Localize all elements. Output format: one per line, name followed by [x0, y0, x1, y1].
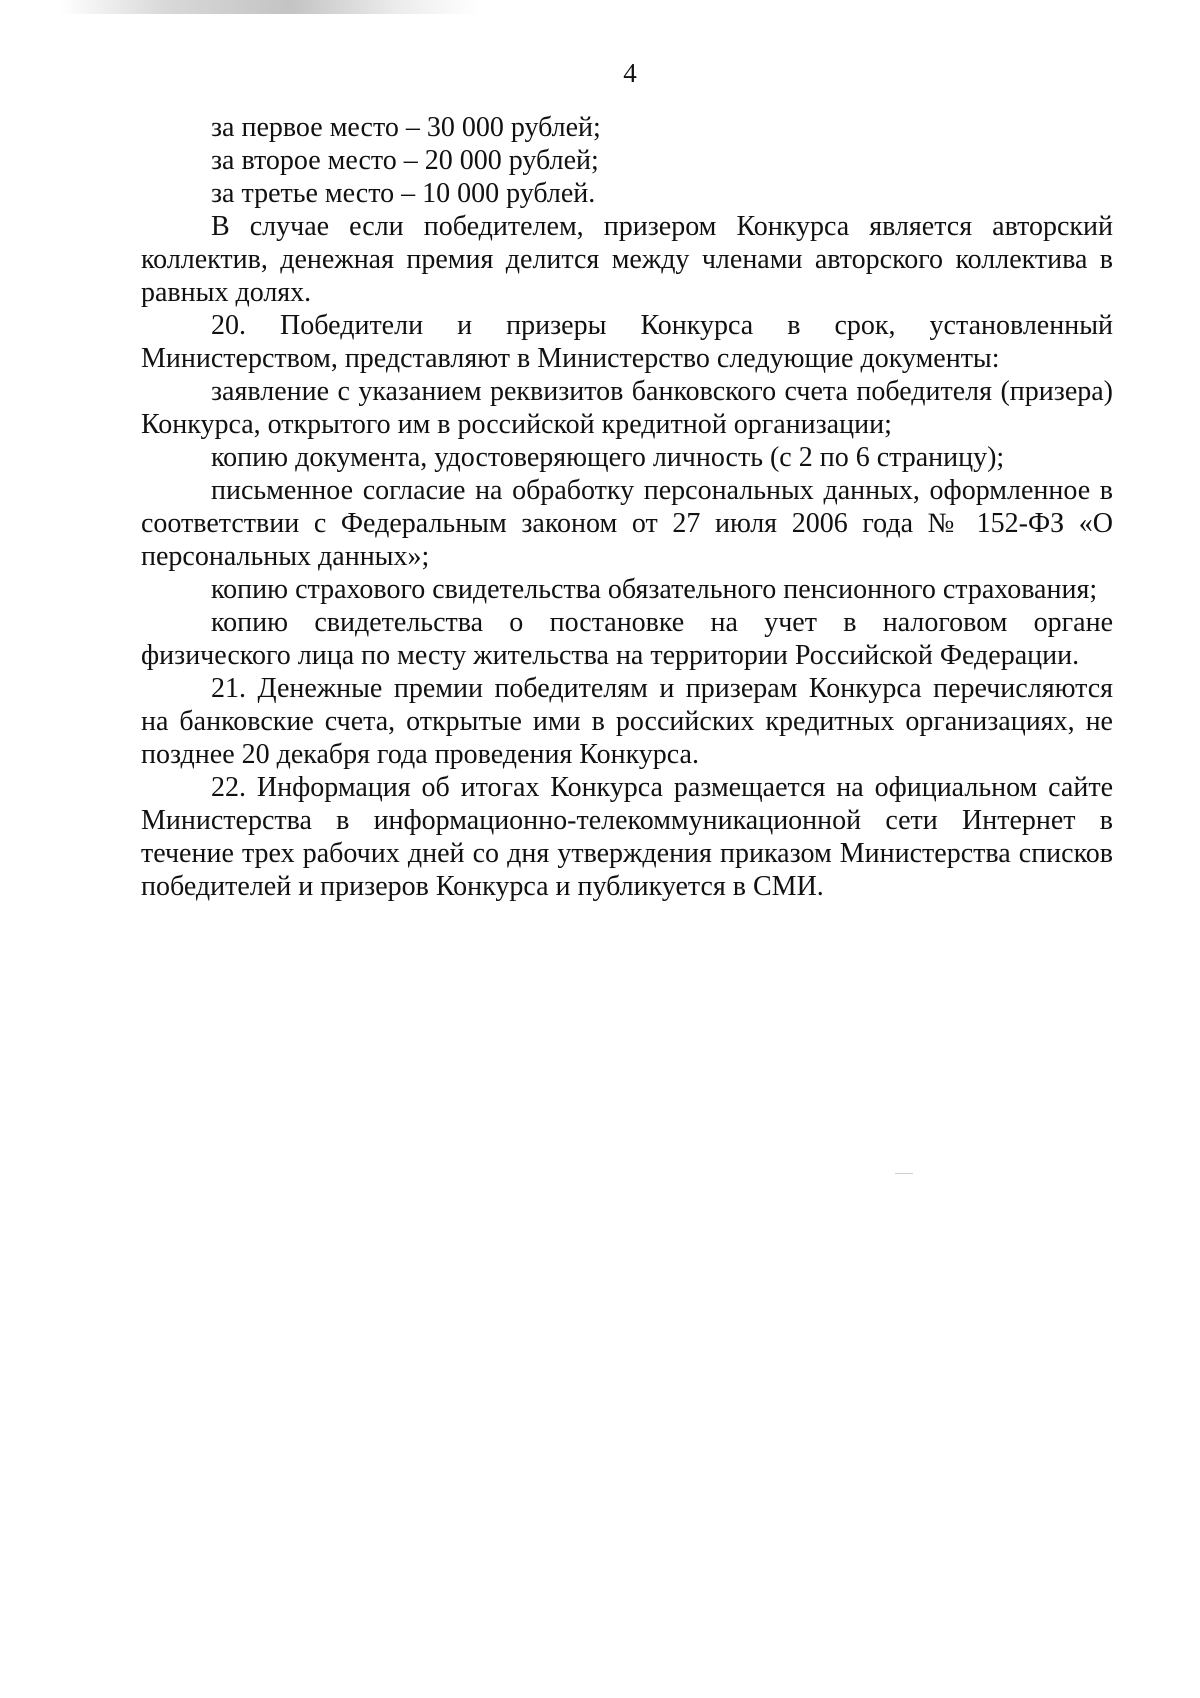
document-item-pension-insurance: копию страхового свидетельства обязательного пенсионного страхования;	[211, 574, 1098, 605]
document-item-personal-data-consent: письменное согласие на обработку персональных данных, оформленное в соответствии с Федеральным законом от 27 июля 2006 года № 152-ФЗ «О персональных данных»;	[141, 475, 1113, 572]
paragraph-21-payment: 21. Денежные премии победителям и призерам Конкурса перечисляются на банковские счета, открытые ими в российских кредитных организациях, не позднее 20 декабря года проведения Конкурса.	[141, 673, 1113, 770]
page-number: 4	[623, 58, 637, 88]
prize-second-place: за второе место – 20 000 рублей;	[211, 145, 599, 176]
document-item-bank-application: заявление с указанием реквизитов банковского счета победителя (призера) Конкурса, открытого им в российской кредитной организации;	[141, 376, 1113, 440]
paragraph-collective-prize: В случае если победителем, призером Конкурса является авторский коллектив, денежная премия делится между членами авторского коллектива в равных долях.	[141, 211, 1113, 308]
document-item-tax-registration: копию свидетельства о постановке на учет в налоговом органе физического лица по месту жительства на территории Российской Федерации.	[141, 607, 1113, 671]
prize-third-place: за третье место – 10 000 рублей.	[211, 178, 596, 209]
scan-speck	[895, 1173, 913, 1174]
paragraph-22-publication: 22. Информация об итогах Конкурса размещается на официальном сайте Министерства в информационно-телекоммуникационной сети Интернет в течение трех рабочих дней со дня утверждения приказом Министерства списков победителей и призеров Конкурса и публикуется в СМИ.	[141, 772, 1113, 902]
document-body	[141, 111, 1113, 903]
scan-artifact	[60, 0, 480, 14]
document-item-identity-copy: копию документа, удостоверяющего личность (с 2 по 6 страницу);	[211, 442, 1005, 473]
prize-first-place: за первое место – 30 000 рублей;	[211, 112, 601, 143]
paragraph-20-documents: 20. Победители и призеры Конкурса в срок, установленный Министерством, представляют в Министерство следующие документы:	[141, 310, 1113, 374]
